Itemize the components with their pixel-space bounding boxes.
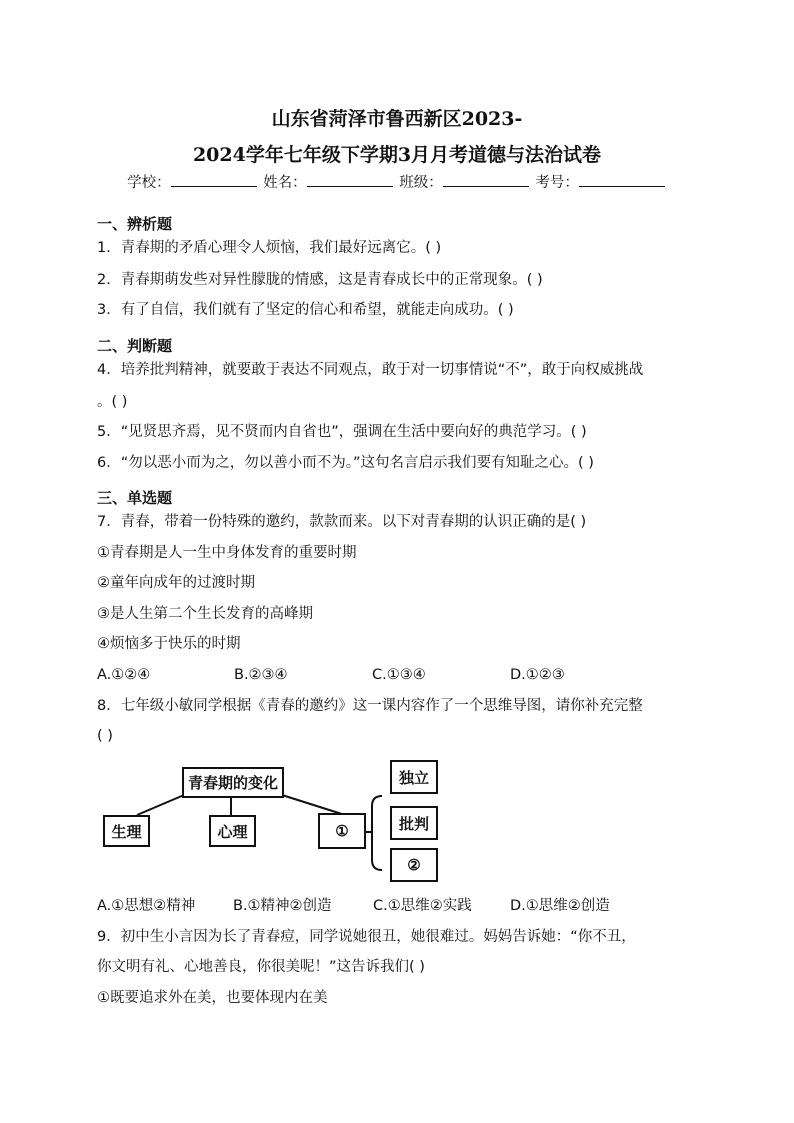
node-physiology: 生理 [103, 815, 150, 847]
q8-option-d[interactable]: D.①思维②创造 [510, 898, 610, 914]
question-4-line-2: 。( ) [97, 394, 128, 410]
node-psychology: 心理 [209, 815, 256, 847]
q7-item-4: ④烦恼多于快乐的时期 [97, 636, 241, 652]
node-blank-2: ② [390, 848, 438, 882]
section-heading-3: 三、单选题 [97, 489, 173, 507]
question-3: 3．有了自信，我们就有了坚定的信心和希望，就能走向成功。( ) [97, 302, 514, 318]
title-line-2: 2024学年七年级下学期3月月考道德与法治试卷 [192, 144, 602, 166]
node-blank-1: ① [318, 813, 366, 849]
question-7: 7．青春，带着一份特殊的邀约，款款而来。以下对青春期的认识正确的是( ) [97, 514, 587, 530]
section-heading-1: 一、辨析题 [97, 215, 173, 233]
q7-option-a[interactable]: A.①②④ [97, 667, 151, 683]
q7-option-d[interactable]: D.①②③ [510, 667, 565, 683]
q7-item-3: ③是人生第二个生长发育的高峰期 [97, 606, 313, 622]
q8-option-b[interactable]: B.①精神②创造 [233, 898, 332, 914]
class-label: 班级： [399, 175, 443, 191]
title-line-1: 山东省菏泽市鲁西新区2023- [271, 108, 523, 130]
question-8-line-2: ( ) [97, 728, 113, 744]
node-root: 青春期的变化 [182, 767, 284, 798]
connector-left [137, 795, 184, 815]
section-heading-2: 二、判断题 [97, 337, 173, 355]
q7-item-2: ②童年向成年的过渡时期 [97, 575, 255, 591]
q7-option-c[interactable]: C.①③④ [372, 667, 426, 683]
node-critique: 批判 [390, 806, 438, 840]
exam-no-label: 考号： [535, 175, 579, 191]
q9-item-1: ①既要追求外在美，也要体现内在美 [97, 990, 328, 1006]
question-2: 2．青春期萌发些对异性朦胧的情感，这是青春成长中的正常现象。( ) [97, 272, 543, 288]
q8-option-a[interactable]: A.①思想②精神 [97, 898, 196, 914]
question-5: 5．“见贤思齐焉，见不贤而内自省也”，强调在生活中要向好的典范学习。( ) [97, 424, 587, 440]
school-label: 学校： [127, 175, 171, 191]
name-label: 姓名： [263, 175, 307, 191]
q7-item-1: ①青春期是人一生中身体发育的重要时期 [97, 545, 357, 561]
brace-icon [372, 796, 382, 870]
question-9-line-1: 9．初中生小言因为长了青春痘，同学说她很丑，她很难过。妈妈告诉她：“你不丑， [97, 929, 636, 945]
q8-option-c[interactable]: C.①思维②实践 [373, 898, 472, 914]
q7-option-b[interactable]: B.②③④ [234, 667, 288, 683]
connector-right [282, 795, 345, 815]
question-6: 6．“勿以恶小而为之，勿以善小而不为。”这句名言启示我们要有知耻之心。( ) [97, 455, 594, 471]
question-4-line-1: 4．培养批判精神，就要敢于表达不同观点，敢于对一切事情说“不”，敢于向权威挑战 [97, 362, 644, 378]
node-independence: 独立 [390, 760, 438, 794]
question-1: 1．青春期的矛盾心理令人烦恼，我们最好远离它。( ) [97, 240, 442, 256]
question-8-line-1: 8．七年级小敏同学根据《青春的邀约》这一课内容作了一个思维导图，请你补充完整 [97, 698, 643, 714]
question-9-line-2: 你文明有礼、心地善良，你很美呢！”这告诉我们( ) [97, 959, 425, 975]
